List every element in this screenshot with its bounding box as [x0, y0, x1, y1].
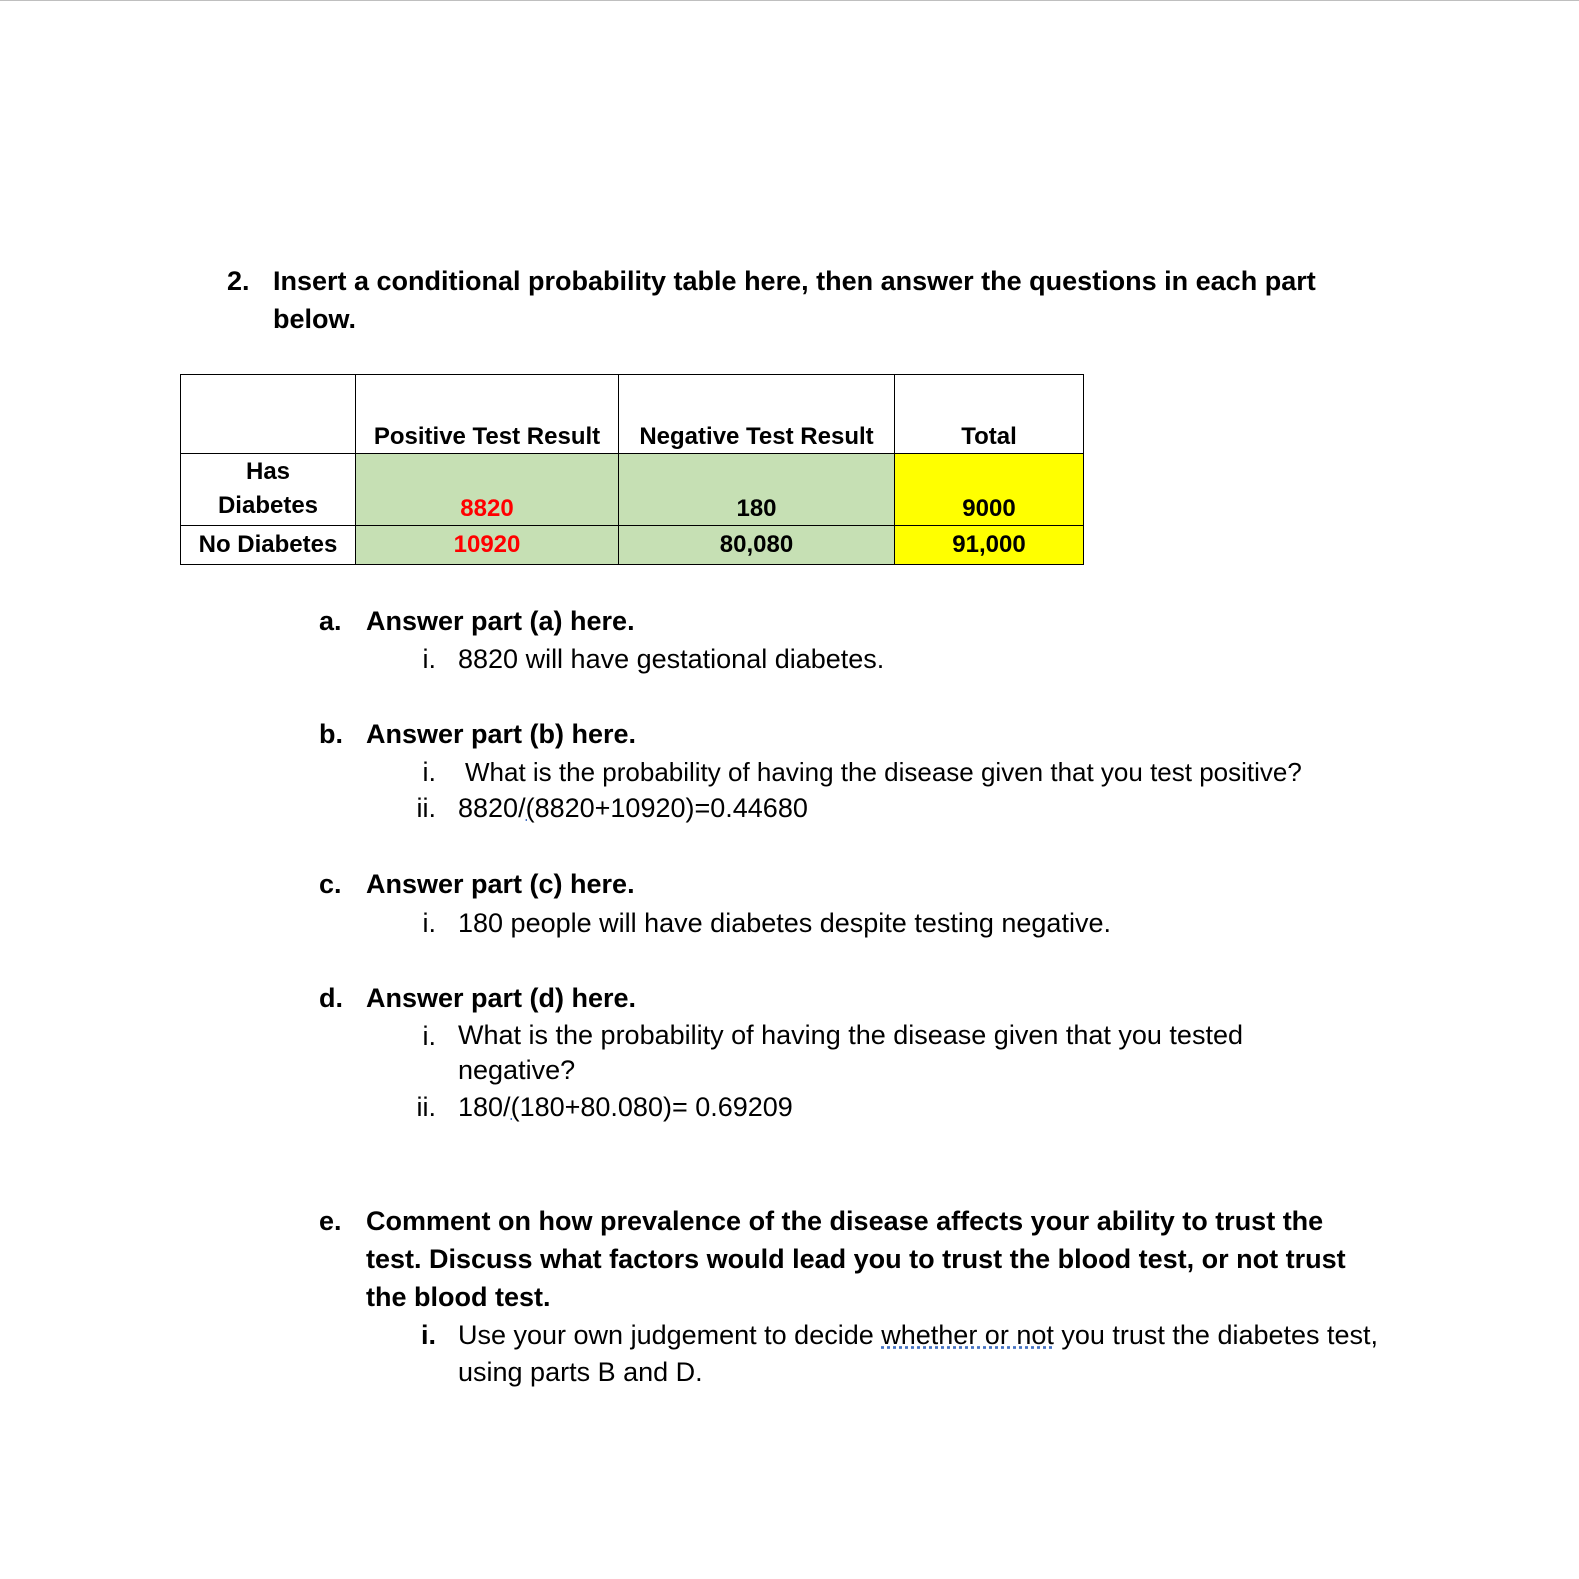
question-text: Insert a conditional probability table here, then answer the questions in each part below.	[273, 266, 1316, 334]
part-e-item1-pre: Use your own judgement to decide	[458, 1320, 882, 1350]
part-a-item1-text: 8820 will have gestational diabetes.	[458, 644, 885, 674]
part-d-item2-text	[458, 1089, 793, 1125]
table-row-has-diabetes	[181, 454, 1084, 526]
part-c-item1-text: 180 people will have diabetes despite testing negative.	[458, 908, 1111, 938]
part-d-title: Answer part (d) here.	[366, 983, 637, 1013]
cell-has-positive: 8820	[356, 454, 619, 526]
cell-no-total: 91,000	[895, 526, 1084, 565]
table-row-no-diabetes	[181, 526, 1084, 565]
part-b-item2-post: 8820+10920)=0.44680	[534, 793, 808, 823]
part-a-label: a.	[319, 606, 342, 636]
table-header-row	[181, 375, 1084, 454]
part-b-label: b.	[319, 719, 343, 749]
part-e-item1-text	[458, 1317, 1388, 1391]
part-d-item2-label: ii.	[416, 1092, 436, 1122]
part-b-item1-label: i.	[422, 757, 436, 787]
part-d-item1-label: i.	[422, 1021, 436, 1051]
part-c-label: c.	[319, 869, 342, 899]
part-a-item1-label: i.	[422, 644, 436, 674]
row-label-has-diabetes	[181, 454, 356, 526]
part-d-label: d.	[319, 983, 343, 1013]
cell-no-positive: 10920	[356, 526, 619, 565]
part-c-item1-label: i.	[422, 908, 436, 938]
row-label-line2: Diabetes	[217, 492, 319, 519]
part-d-item1-text: What is the probability of having the disease given that you tested negative?	[458, 1020, 1243, 1085]
part-d-item2-pre: 180/	[458, 1092, 511, 1122]
question-number: 2.	[227, 266, 250, 296]
conditional-probability-table	[180, 374, 1084, 565]
part-b-item2-pre: 8820/	[458, 793, 526, 823]
page-top-border	[0, 0, 1579, 1]
header-empty-cell	[181, 375, 356, 454]
part-a-title: Answer part (a) here.	[366, 606, 635, 636]
part-e-label: e.	[319, 1206, 342, 1236]
part-e-item1-dotted: whether or not	[881, 1320, 1054, 1350]
row-label-no-diabetes: No Diabetes	[181, 526, 356, 565]
part-d-item2-underlined: (	[510, 1092, 520, 1122]
header-positive: Positive Test Result	[356, 375, 619, 454]
part-e-title: Comment on how prevalence of the disease affects your ability to trust the test. Discuss what factors would lead you to trust the blood test, or not trust the blood test.	[366, 1206, 1346, 1312]
header-total: Total	[895, 375, 1084, 454]
part-b-item1-text: What is the probability of having the disease given that you test positive?	[465, 757, 1302, 787]
part-b-item2-underlined: (	[525, 793, 535, 823]
part-e-item1-label: i.	[420, 1320, 436, 1350]
part-d-item2-post: 180+80.080)= 0.69209	[519, 1092, 793, 1122]
part-b-item2-label: ii.	[416, 793, 436, 823]
row-label-line1: Has	[245, 458, 291, 485]
part-b-title: Answer part (b) here.	[366, 719, 637, 749]
cell-has-negative: 180	[619, 454, 895, 526]
header-negative: Negative Test Result	[619, 375, 895, 454]
cell-no-negative: 80,080	[619, 526, 895, 565]
cell-has-total: 9000	[895, 454, 1084, 526]
part-b-item2-text	[458, 790, 808, 826]
part-c-title: Answer part (c) here.	[366, 869, 635, 899]
part-e-item1-post: you trust the diabetes test, using parts B and D.	[458, 1320, 1379, 1387]
